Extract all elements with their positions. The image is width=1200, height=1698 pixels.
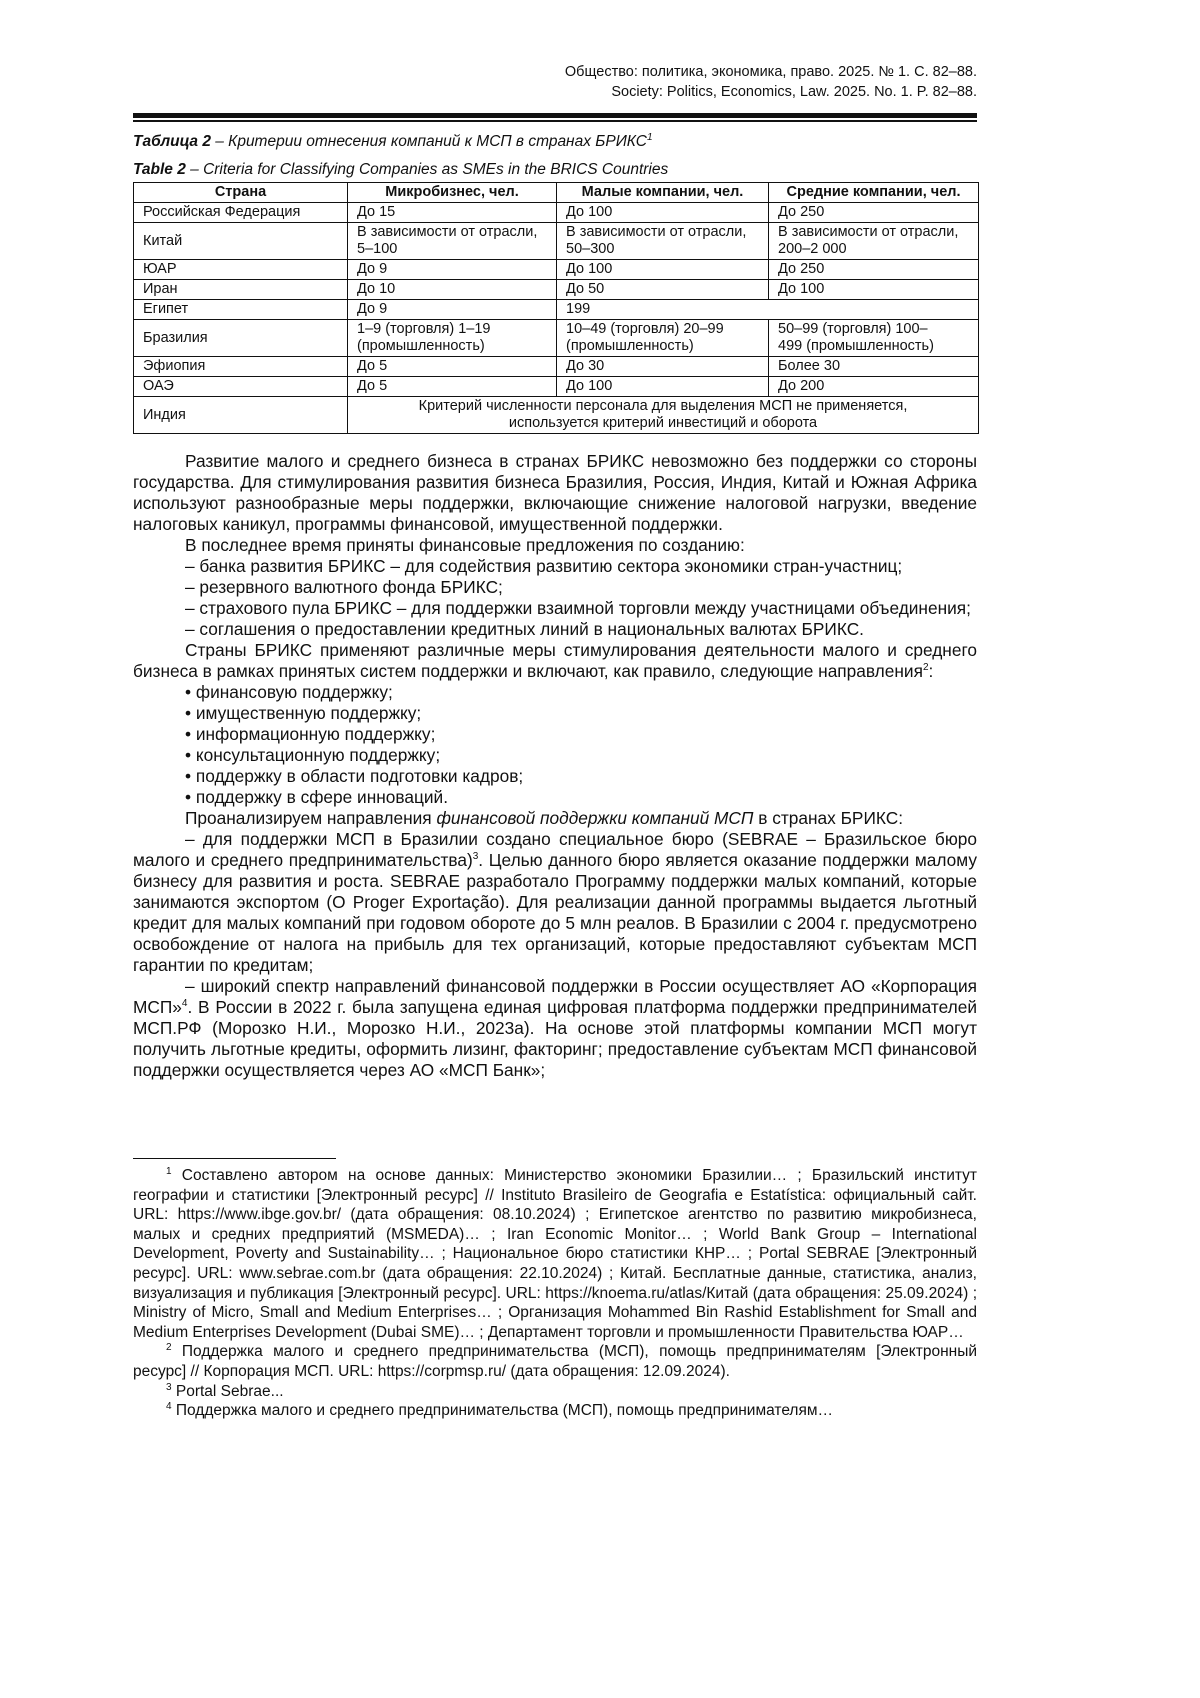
footnote-text: Поддержка малого и среднего предпринимательства (МСП), помощь предпринимателям [Электронный ресурс] // Корпорация МСП. URL: https://corpmsp.ru/ (дата обращения: 12.09.2024). [133, 1343, 977, 1380]
footnote-ref: 2 [922, 662, 929, 674]
cell: До 15 [348, 203, 557, 223]
paragraph: Страны БРИКС применяют различные меры стимулирования деятельности малого и среднего бизнеса в рамках принятых систем поддержки и включают, как правило, следующие направления$^2$: [133, 640, 977, 681]
bullet-item: • поддержку в области подготовки кадров; [185, 766, 524, 786]
list-item: – страхового пула БРИКС – для поддержки взаимной торговли между участницами объединения; [185, 598, 971, 618]
list-item: – банка развития БРИКС – для содействия развитию сектора экономики стран-участниц; [185, 556, 903, 576]
bullet-item: • поддержку в сфере инноваций. [185, 787, 449, 807]
caption-label: Таблица 2 [133, 133, 211, 150]
col-header: Микробизнес, чел. [348, 183, 557, 203]
footnote-ref: 1 [646, 131, 653, 143]
table-row [134, 357, 979, 377]
cell: До 5 [348, 377, 557, 397]
body-text [133, 451, 977, 1081]
cell: 10–49 (торговля) 20–99 (промышленность) [557, 320, 769, 357]
footnotes [133, 1166, 977, 1421]
journal-citation-ru: Общество: политика, экономика, право. 2025. № 1. С. 82–88. [564, 64, 977, 80]
cell: До 100 [557, 377, 769, 397]
cell: Индия [134, 397, 348, 434]
footnote [133, 1382, 977, 1402]
list-item: – резервного валютного фонда БРИКС; [185, 577, 503, 597]
cell: 1–9 (торговля) 1–19 (промышленность) [348, 320, 557, 357]
table-header-row [134, 183, 979, 203]
footnote-number: 3 [166, 1381, 172, 1393]
sme-criteria-table [133, 182, 979, 434]
paragraph: В последнее время приняты финансовые предложения по созданию: [185, 535, 745, 555]
cell: До 200 [769, 377, 979, 397]
col-header: Средние компании, чел. [769, 183, 979, 203]
cell: До 9 [348, 300, 557, 320]
text: в странах БРИКС: [753, 808, 904, 828]
cell: До 9 [348, 260, 557, 280]
text: Страны БРИКС применяют различные меры стимулирования деятельности малого и среднего бизнеса в рамках принятых систем поддержки и включают, как правило, следующие направления [133, 640, 977, 681]
footnote-ref: 3 [472, 851, 479, 863]
footnote-text: Поддержка малого и среднего предпринимательства (МСП), помощь предпринимателям… [171, 1402, 834, 1420]
text: – широкий спектр направлений финансовой поддержки в России осуществляет АО «Корпорация МСП» [133, 976, 977, 1017]
list-item [133, 829, 977, 976]
footnote-text: Составлено автором на основе данных: Министерство экономики Бразилии… ; Бразильский институт географии и статистики [Электронный ресурс] // Instituto Brasileiro de Geografia e Estatística: официальный сайт. URL: https://www.ibge.gov.br/ (дата обращения: 08.10.2024) ; Египетское агентство по развитию микробизнеса, малых и средних предприятий (MSMEDA)… ; Iran Economic Monitor… ; World Bank Group – International Development, Poverty and Sustainability… ; Национальное бюро статистики КНР… ; Portal SEBRAE [Электронный ресурс]. URL: www.sebrae.com.br (дата обращения: 22.10.2024) ; Китай. Бесплатные данные, статистика, анализ, визуализация и публикация [Электронный ресурс]. URL: https://knoema.ru/atlas/Китай (дата обращения: 25.09.2024) ; Ministry of Micro, Small and Medium Enterprises… ; Организация Mohammed Bin Rashid Establishment for Small and Medium Enterprises Development (Dubai SME)… ; Департамент торговли и промышленности Правительства ЮАР… [133, 1167, 977, 1341]
caption-text: – Criteria for Classifying Companies as SMEs in the BRICS Countries [185, 161, 669, 178]
table-row [134, 320, 979, 357]
footnote-number: 2 [166, 1342, 172, 1354]
cell: Российская Федерация [134, 203, 348, 223]
bullet-item: • финансовую поддержку; [185, 682, 393, 702]
emphasis: финансовой поддержки компаний МСП [436, 808, 754, 828]
table-row [134, 203, 979, 223]
cell: Критерий численности персонала для выделения МСП не применяется, используется критерий инвестиций и оборота [348, 397, 979, 434]
table-row [134, 260, 979, 280]
cell: ОАЭ [134, 377, 348, 397]
cell: 199 [557, 300, 979, 320]
cell: В зависимости от отрасли, 200–2 000 [769, 223, 979, 260]
caption-text: – Критерии отнесения компаний к МСП в странах БРИКС [210, 133, 647, 150]
cell: ЮАР [134, 260, 348, 280]
bullet-item: • имущественную поддержку; [185, 703, 422, 723]
table-caption-ru [133, 133, 653, 151]
journal-citation-en: Society: Politics, Economics, Law. 2025. No. 1. P. 82–88. [611, 84, 977, 100]
cell: Иран [134, 280, 348, 300]
cell: До 250 [769, 203, 979, 223]
text: – для поддержки МСП в Бразилии создано специальное бюро (SEBRAE – Бразильское бюро малого и среднего предпринимательства) [133, 829, 977, 870]
header-rule-thick [133, 113, 977, 118]
bullet-item: • консультационную поддержку; [185, 745, 441, 765]
cell: До 10 [348, 280, 557, 300]
paragraph: Развитие малого и среднего бизнеса в странах БРИКС невозможно без поддержки со стороны государства. Для стимулирования развития бизнеса Бразилия, Россия, Индия, Китай и Южная Африка используют разнообразные меры поддержки, включающие снижение налоговой нагрузки, введение налоговых каникул, программы финансовой, имущественной поддержки. [133, 451, 977, 534]
cell: Бразилия [134, 320, 348, 357]
cell: В зависимости от отрасли, 50–300 [557, 223, 769, 260]
cell: До 100 [557, 260, 769, 280]
cell: До 100 [557, 203, 769, 223]
list-item: – соглашения о предоставлении кредитных линий в национальных валютах БРИКС. [185, 619, 864, 639]
header-rule-thin [133, 120, 977, 122]
cell: Более 30 [769, 357, 979, 377]
col-header: Малые компании, чел. [557, 183, 769, 203]
list-item [133, 976, 977, 1081]
footnote-number: 4 [166, 1400, 172, 1412]
cell: До 250 [769, 260, 979, 280]
cell: Китай [134, 223, 348, 260]
bullet-item: • информационную поддержку; [185, 724, 436, 744]
table-caption-en [133, 161, 668, 179]
cell: До 30 [557, 357, 769, 377]
cell: До 100 [769, 280, 979, 300]
text: . В России в 2022 г. была запущена единая цифровая платформа поддержки предпринимателей МСП.РФ (Морозко Н.И., Морозко Н.И., 2023а). На основе этой платформы компании МСП могут получить льготные кредиты, оформить лизинг, факторинг; предоставление субъектам МСП финансовой поддержки осуществляется через АО «МСП Банк»; [133, 997, 977, 1080]
paragraph [133, 808, 977, 829]
table-row [134, 300, 979, 320]
footnote-ref: 4 [181, 998, 188, 1010]
text: . Целью данного бюро является оказание поддержки малому бизнесу для развития и роста. SEBRAE разработало Программу поддержки малых компаний, которые занимаются экспортом (O Proger Exportação). Для реализации данной программы выдается льготный кредит для малых компаний при годовом обороте до 5 млн реалов. В Бразилии с 2004 г. предусмотрено освобождение от налога на прибыль для тех организаций, которые предоставляют субъектам МСП гарантии по кредитам; [133, 850, 977, 975]
footnote-number: 1 [166, 1165, 172, 1177]
footnote-text: Portal Sebrae... [171, 1382, 284, 1400]
footnote [133, 1342, 977, 1381]
footnote-separator [133, 1158, 336, 1159]
cell: До 50 [557, 280, 769, 300]
cell: Эфиопия [134, 357, 348, 377]
cell: До 5 [348, 357, 557, 377]
col-header: Страна [134, 183, 348, 203]
cell: В зависимости от отрасли, 5–100 [348, 223, 557, 260]
footnote [133, 1401, 977, 1421]
text: Проанализируем направления [185, 808, 437, 828]
caption-label: Table 2 [133, 161, 186, 178]
cell: Египет [134, 300, 348, 320]
table-row [134, 223, 979, 260]
table-row [134, 377, 979, 397]
table-row [134, 280, 979, 300]
cell: 50–99 (торговля) 100–499 (промышленность) [769, 320, 979, 357]
table-row [134, 397, 979, 434]
footnote [133, 1166, 977, 1342]
running-header [565, 62, 977, 102]
